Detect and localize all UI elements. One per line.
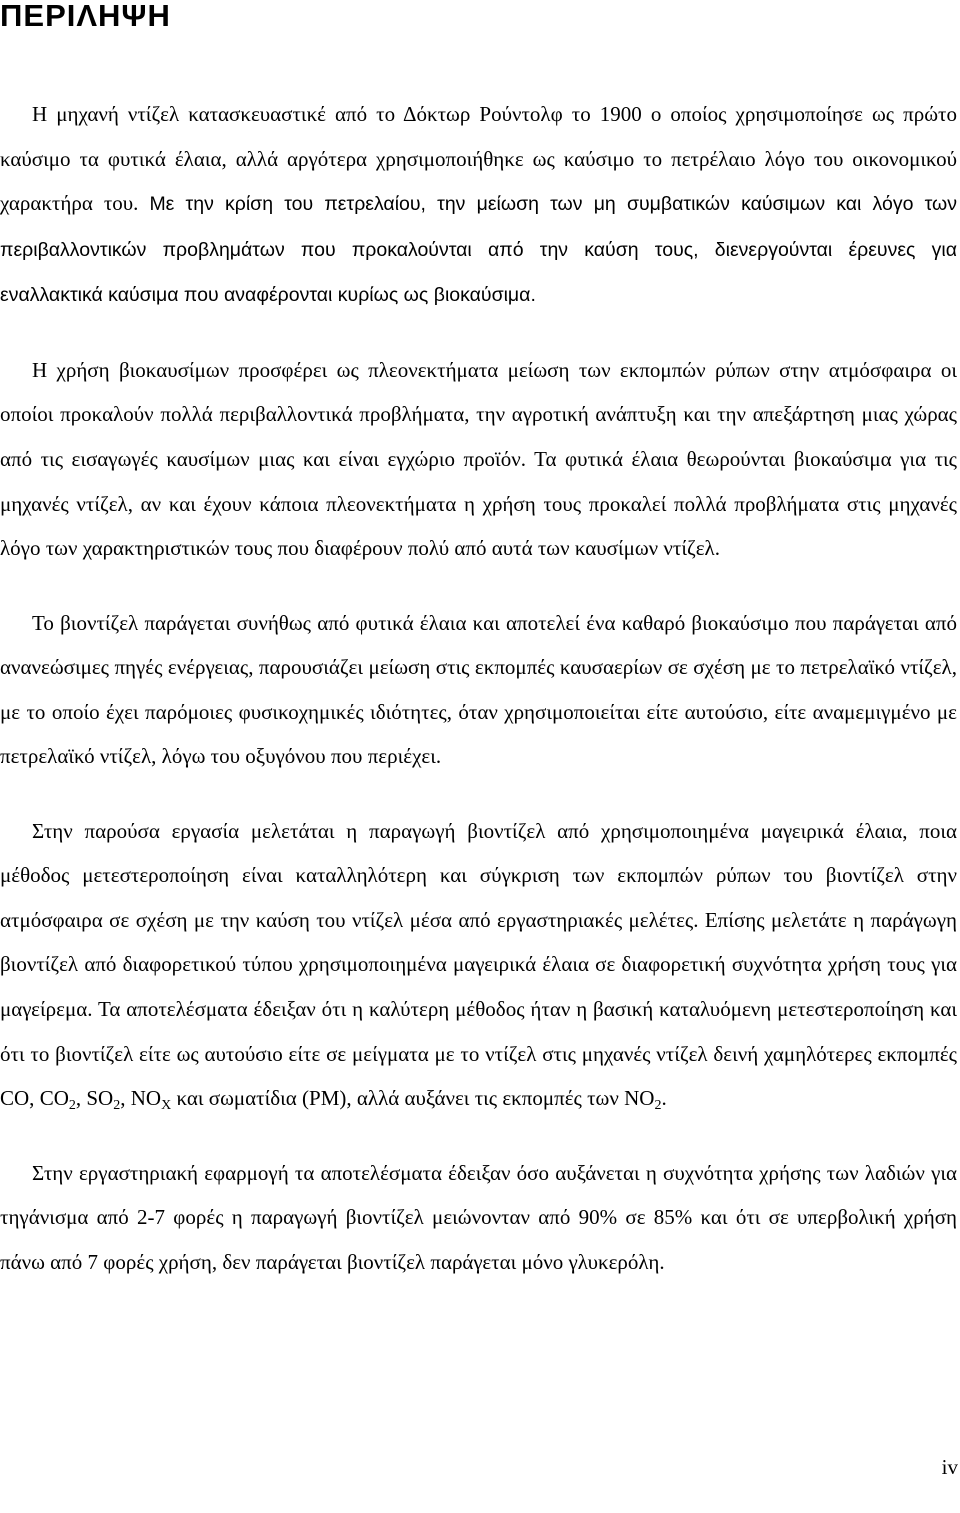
formula-no2: $NO_2$ bbox=[624, 1086, 662, 1114]
summary-body bbox=[0, 92, 957, 1284]
paragraph-2: Η χρήση βιοκαυσίμων προσφέρει ως πλεονεκτήματα μείωση των εκπομπών ρύπων στην ατμόσφαιρα οι οποίοι προκαλούν πολλά περιβαλλοντικά προβλήματα, την αγροτική ανάπτυξη και την απεξάρτηση μιας χώρας από τις εισαγωγές καυσίμων μιας και είναι εγχώριο προϊόν. Τα φυτικά έλαια θεωρούνται βιοκαύσιμα για τις μηχανές ντίζελ, αν και έχουν κάποια πλεονεκτήματα η χρήση τους προκαλεί πολλά προβλήματα στις μηχανές λόγο των χαρακτηριστικών τους που διαφέρουν πολύ από αυτά των καυσίμων ντίζελ. bbox=[0, 357, 957, 561]
formula-nox: $NO_X$ bbox=[130, 1086, 172, 1114]
paragraph-4-mid-text: και σωματίδια (PM), αλλά αυξάνει τις εκπομπές των bbox=[171, 1086, 625, 1111]
paragraph-1-serif-text: Η μηχανή ντίζελ κατασκευαστικέ από το Δόκτωρ Ρούντολφ το 1900 ο οποίος χρησιμοποίησε ως πρώτο καύσιμο τα φυτικά έλαια, αλλά αργότερα χρησιμοποιήθηκε ως καύσιμο το πετρέλαιο λόγο του οικονομικού χαρακτήρα του. bbox=[0, 102, 957, 216]
paragraph-1 bbox=[0, 92, 957, 318]
page-title: ΠΕΡΙΛΗΨΗ bbox=[0, 0, 171, 33]
paragraph-1-sans-text: Με την κρίση του πετρελαίου, την μείωση των μη συμβατικών καύσιμων και λόγο των περιβαλλοντικών προβλημάτων που προκαλούνται από την καύση τους, διενεργούνται έρευνες για εναλλακτικά καύσιμα που αναφέρονται κυρίως ως βιοκαύσιμα. bbox=[0, 193, 958, 307]
formula-so2: $SO_2$ bbox=[86, 1086, 121, 1114]
paragraph-5: Στην εργαστηριακή εφαρμογή τα αποτελέσματα έδειξαν όσο αυξάνεται η συχνότητα χρήσης των λαδιών για τηγάνισμα από 2-7 φορές η παραγωγή βιοντίζελ μειώνονταν από 90% σε 85% και ότι σε υπερβολική χρήση πάνω από 7 φορές χρήση, δεν παράγεται βιοντίζελ παράγεται μόνο γλυκερόλη. bbox=[0, 1160, 957, 1274]
formula-co2: $CO_2$ bbox=[39, 1086, 76, 1114]
page-number: iv bbox=[941, 1455, 958, 1479]
paragraph-4: Στην παρούσα εργασία μελετάται η παραγωγή βιοντίζελ από χρησιμοποιημένα μαγειρικά έλαια, ποια μέθοδος μετεστεροποίηση είναι καταλληλότερη και σύγκριση των εκπομπών ρύπων του βιοντίζελ στην ατμόσφαιρα σε σχέση με την καύση του ντίζελ μέσα από εργαστηριακές μελέτες. Επίσης μελετάτε η παράγωγη βιοντίζελ από διαφορετικού τύπου χρησιμοποιημένα μαγειρικά έλαια σε διαφορετική συχνότητα χρήση τους για μαγείρεμα. Τα αποτελέσματα έδειξαν ότι η καλύτερη μέθοδος ήταν η βασική καταλυόμενη μετεστεροποίηση και ότι το βιοντίζελ είτε ως αυτούσιο είτε σε μείγματα με το ντίζελ στις μηχανές ντίζελ δεινή χαμηλότερες εκπομπές CO, $CO_2$, $SO_2$, $NO_X$ και σωματίδια (PM), αλλά αυξάνει τις εκπομπές των $NO_2$. bbox=[0, 818, 957, 1114]
paragraph-4-text: Στην παρούσα εργασία μελετάται η παραγωγή βιοντίζελ από χρησιμοποιημένα μαγειρικά έλαια, ποια μέθοδος μετεστεροποίηση είναι καταλληλότερη και σύγκριση των εκπομπών ρύπων του βιοντίζελ στην ατμόσφαιρα σε σχέση με την καύση του ντίζελ μέσα από εργαστηριακές μελέτες. Επίσης μελετάτε η παράγωγη βιοντίζελ από διαφορετικού τύπου χρησιμοποιημένα μαγειρικά έλαια σε διαφορετική συχνότητα χρήση τους για μαγείρεμα. Τα αποτελέσματα έδειξαν ότι η καλύτερη μέθοδος ήταν η βασική καταλυόμενη μετεστεροποίηση και ότι το βιοντίζελ είτε ως αυτούσιο είτε σε μείγματα με το ντίζελ στις μηχανές ντίζελ δεινή χαμηλότερες εκπομπές CO, bbox=[0, 818, 957, 1111]
paragraph-3: Το βιοντίζελ παράγεται συνήθως από φυτικά έλαια και αποτελεί ένα καθαρό βιοκαύσιμο που παράγεται από ανανεώσιμες πηγές ενέργειας, παρουσιάζει μείωση στις εκπομπές καυσαερίων σε σχέση με το πετρελαϊκό ντίζελ, με το οποίο έχει παρόμοιες φυσικοχημικές ιδιότητες, όταν χρησιμοποιείται είτε αυτούσιο, είτε αναμεμιγμένο με πετρελαϊκό ντίζελ, λόγω του οξυγόνου που περιέχει. bbox=[0, 610, 957, 769]
